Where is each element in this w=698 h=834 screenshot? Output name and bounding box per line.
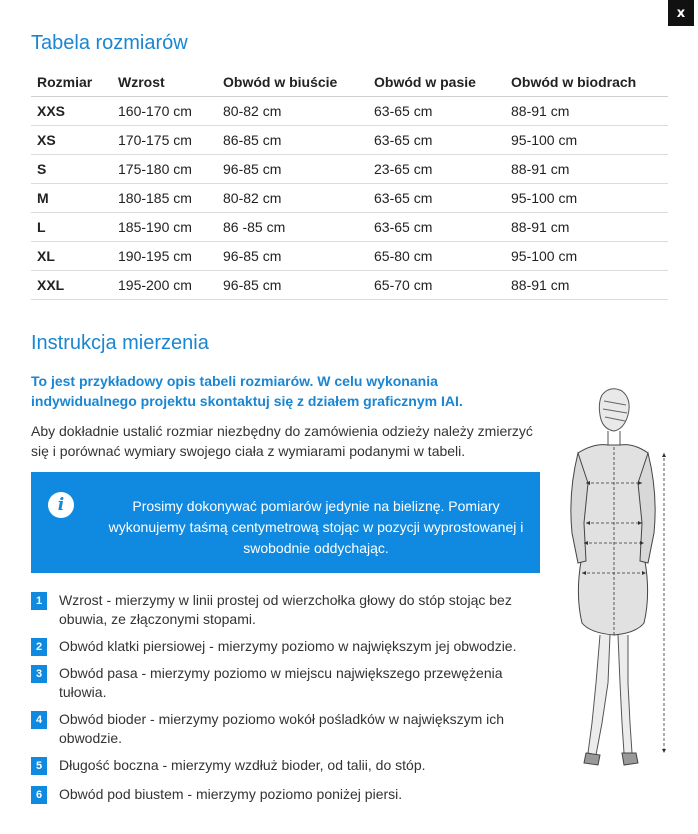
size-cell: S [31,155,112,184]
waist-cell: 65-80 cm [368,242,505,271]
bust-cell: 86 -85 cm [217,213,368,242]
info-icon: i [48,492,74,518]
waist-cell: 23-65 cm [368,155,505,184]
size-cell: XXS [31,97,112,126]
step-number-badge: 5 [31,757,47,775]
table-row [31,184,668,213]
bust-cell: 80-82 cm [217,184,368,213]
step-text: Długość boczna - mierzymy wzdłuż bioder, od talii, do stóp. [59,757,426,773]
step-item [31,637,541,656]
column-header-waist: Obwód w pasie [368,67,505,97]
size-cell: M [31,184,112,213]
measurement-figure-illustration [550,383,680,783]
bust-cell: 96-85 cm [217,271,368,300]
step-number-badge: 4 [31,711,47,729]
step-item [31,664,541,702]
step-number-badge: 6 [31,786,47,804]
column-header-hips: Obwód w biodrach [505,67,668,97]
waist-cell: 63-65 cm [368,213,505,242]
hips-cell: 88-91 cm [505,213,668,242]
waist-cell: 63-65 cm [368,184,505,213]
hips-cell: 88-91 cm [505,97,668,126]
step-item [31,785,541,804]
height-cell: 185-190 cm [112,213,217,242]
step-number-badge: 1 [31,592,47,610]
table-row [31,97,668,126]
column-header-bust: Obwód w biuście [217,67,368,97]
step-item [31,710,541,748]
step-text: Obwód pasa - mierzymy poziomo w miejscu największego przewężenia tułowia. [59,665,503,700]
bust-cell: 96-85 cm [217,242,368,271]
info-box [31,472,540,573]
step-text: Obwód bioder - mierzymy poziomo wokół pośladków w największym ich obwodzie. [59,711,505,746]
hips-cell: 88-91 cm [505,155,668,184]
size-cell: XL [31,242,112,271]
bust-cell: 86-85 cm [217,126,368,155]
size-table [31,67,668,300]
step-number-badge: 2 [31,638,47,656]
height-cell: 190-195 cm [112,242,217,271]
hips-cell: 95-100 cm [505,184,668,213]
size-cell: XS [31,126,112,155]
step-item [31,591,541,629]
step-text: Obwód klatki piersiowej - mierzymy poziomo w największym jej obwodzie. [59,638,517,654]
intro-highlight-text: To jest przykładowy opis tabeli rozmiarów. W celu wykonania indywidualnego projektu skontaktuj się z działem graficznym IAI. [31,373,463,409]
waist-cell: 63-65 cm [368,97,505,126]
step-number-badge: 3 [31,665,47,683]
step-item [31,756,541,775]
waist-cell: 65-70 cm [368,271,505,300]
table-row [31,126,668,155]
column-header-height: Wzrost [112,67,217,97]
size-cell: XXL [31,271,112,300]
measurement-steps [31,591,541,804]
bust-cell: 80-82 cm [217,97,368,126]
measurement-title: Instrukcja mierzenia [31,332,209,354]
table-row [31,213,668,242]
height-cell: 180-185 cm [112,184,217,213]
height-cell: 160-170 cm [112,97,217,126]
table-header-row [31,67,668,97]
height-cell: 170-175 cm [112,126,217,155]
close-button[interactable]: x [668,0,694,26]
bust-cell: 96-85 cm [217,155,368,184]
step-text: Wzrost - mierzymy w linii prostej od wierzchołka głowy do stóp stojąc bez obuwia, ze złączonymi stopami. [59,592,512,627]
height-cell: 175-180 cm [112,155,217,184]
hips-cell: 95-100 cm [505,126,668,155]
size-table-title: Tabela rozmiarów [31,32,188,54]
height-cell: 195-200 cm [112,271,217,300]
hips-cell: 95-100 cm [505,242,668,271]
intro-text: Aby dokładnie ustalić rozmiar niezbędny do zamówienia odzieży należy zmierzyć się i porównać wymiary swojego ciała z wymiarami podanymi w tabeli. [31,423,533,459]
table-row [31,155,668,184]
step-text: Obwód pod biustem - mierzymy poziomo poniżej piersi. [59,786,403,802]
size-cell: L [31,213,112,242]
hips-cell: 88-91 cm [505,271,668,300]
info-text: Prosimy dokonywać pomiarów jedynie na bieliznę. Pomiary wykonujemy taśmą centymetrową stojąc w pozycji wyprostowanej i swobodnie oddychając. [108,498,524,556]
table-row [31,271,668,300]
column-header-size: Rozmiar [31,67,112,97]
waist-cell: 63-65 cm [368,126,505,155]
table-row [31,242,668,271]
